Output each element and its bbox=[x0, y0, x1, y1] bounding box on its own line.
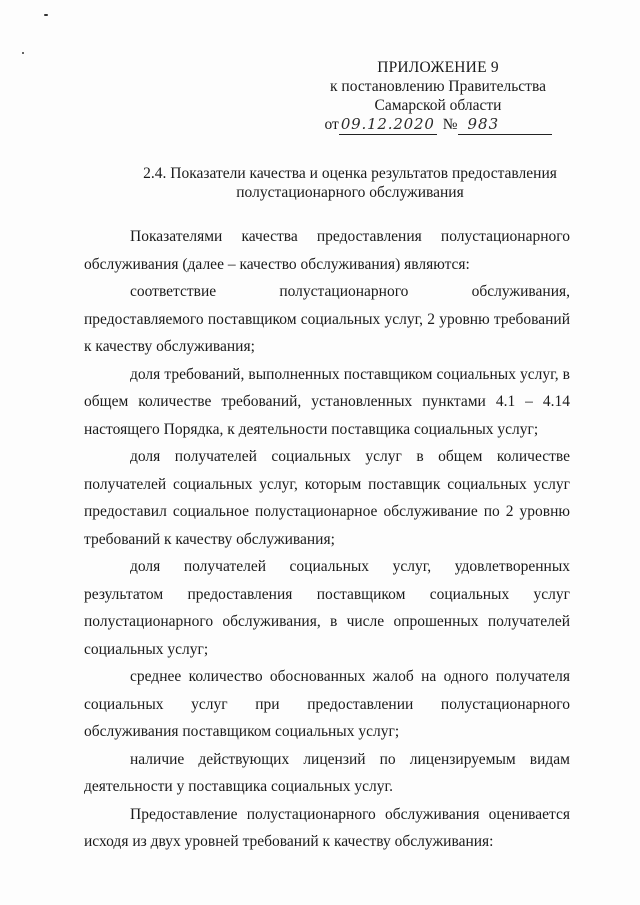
appendix-block bbox=[318, 58, 558, 135]
paragraph: Показателями качества предоставления полустационарного обслуживания (далее – качество обслуживания) являются: bbox=[84, 228, 570, 273]
handwritten-number: 983 bbox=[458, 115, 552, 135]
paragraph: наличие действующих лицензий по лицензируемым видам деятельности у поставщика социальных услуг. bbox=[84, 750, 570, 795]
appendix-line-2: Самарской области bbox=[374, 97, 502, 114]
section-heading-line-1: 2.4. Показатели качества и оценка результатов предоставления bbox=[143, 165, 557, 182]
scan-speck bbox=[22, 52, 24, 54]
paragraph: доля получателей социальных услуг, удовлетворенных результатом предоставления поставщиком социальных услуг полустационарного обслуживания, в числе опрошенных получателей социальных услуг; bbox=[84, 558, 570, 658]
appendix-title: ПРИЛОЖЕНИЕ 9 bbox=[377, 59, 499, 76]
appendix-date-line bbox=[318, 115, 558, 135]
date-prefix: от bbox=[324, 116, 339, 133]
section-heading bbox=[60, 164, 640, 202]
paragraph: соответствие полустационарного обслуживания, предоставляемого поставщиком социальных услуг, 2 уровню требований к качеству обслуживания; bbox=[84, 283, 570, 355]
paragraph: доля требований, выполненных поставщиком социальных услуг, в общем количестве требований, установленных пунктами 4.1 – 4.14 настоящего Порядка, к деятельности поставщика социальных услуг; bbox=[84, 365, 570, 438]
body-text bbox=[84, 223, 570, 856]
paragraph: доля получателей социальных услуг в общем количестве получателей социальных услуг, которым поставщик социальных услуг предоставил социальное полустационарное обслуживание по 2 уровню требований к качеству обслуживания; bbox=[84, 448, 570, 548]
handwritten-date: 09.12.2020 bbox=[340, 115, 435, 133]
appendix-line-1: к постановлению Правительства bbox=[330, 78, 546, 95]
section-heading-line-2: полустационарного обслуживания bbox=[236, 184, 464, 201]
scan-speck bbox=[44, 14, 48, 16]
paragraph: среднее количество обоснованных жалоб на одного получателя социальных услуг при предоставлении полустационарного обслуживания поставщиком социальных услуг; bbox=[84, 668, 570, 740]
number-prefix: № bbox=[442, 116, 458, 133]
paragraph: Предоставление полустационарного обслуживания оценивается исходя из двух уровней требований к качеству обслуживания: bbox=[84, 805, 570, 850]
